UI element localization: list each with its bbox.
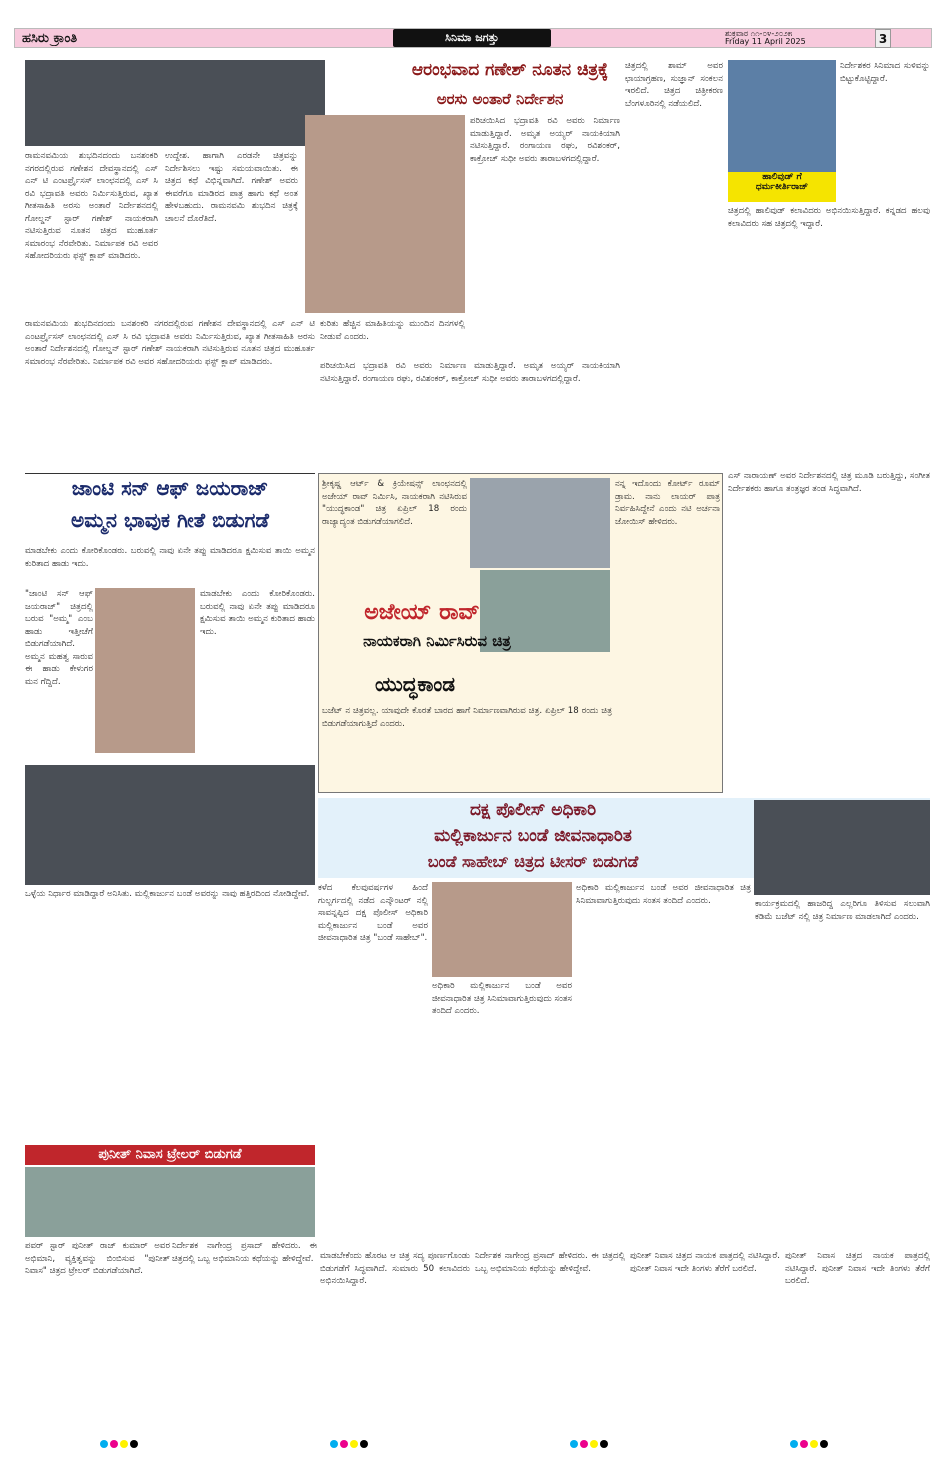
- story4-col2: ಅಧಿಕಾರಿ ಮಲ್ಲಿಕಾರ್ಜುನ ಬಂಡೆ ಅವರ ಜೀವನಾಧಾರಿತ ಚಿತ್ರ ಸಿನಿಮಾವಾಗುತ್ತಿರುವುದು ಸಂತಸ ತಂದಿದೆ ಎಂದರು.: [576, 883, 751, 906]
- story5-col3: ನಿರ್ದೇಶಕ ನಾಗೇಂದ್ರ ಪ್ರಸಾದ್ ಹೇಳಿದರು. ಈ ಚಿತ್ರದಲ್ಲಿ ಒಬ್ಬ ಅಭಿಮಾನಿಯ ಕಥೆಯನ್ನು ಹೇಳಿದ್ದೇವೆ.: [475, 1251, 625, 1274]
- story3-col1: ಶ್ರೀಕೃಷ್ಣ ಆರ್ಟ್ & ಕ್ರಿಯೇಷನ್ಸ್ ಲಾಂಛನದಲ್ಲಿ ಅಜೇಯ್ ರಾವ್ ನಿರ್ಮಿಸಿ, ನಾಯಕರಾಗಿ ನಟಿಸಿರುವ "ಯುದ್ಧಕಾಂಡ" ಚಿತ್ರ ಏಪ್ರಿಲ್ 18 ರಂದು ರಾಜ್ಯಾದ್ಯಂತ ಬಿಡುಗಡೆಯಾಗಲಿದೆ.: [322, 479, 467, 527]
- story5-col2: ಮಾಡಬೇಕೆಂದು ಹೊರಟ ಆ ಚಿತ್ರ ಸದ್ಯ ಪೂರ್ಣಗೊಂಡು ಬಿಡುಗಡೆಗೆ ಸಿದ್ಧವಾಗಿದೆ. ಸುಮಾರು 50 ಕಲಾವಿದರು ಅಭಿನಯಿಸಿದ್ದಾರೆ.: [320, 1251, 470, 1286]
- story1-col4: ಚಿತ್ರದಲ್ಲಿ ಶಾಮ್ ಅವರ ಛಾಯಾಗ್ರಹಣ, ಸುಜ್ಞಾನ್ ಸಂಕಲನ ಇರಲಿದೆ. ಚಿತ್ರದ ಚಿತ್ರೀಕರಣ ಬೆಂಗಳೂರಿನಲ್ಲಿ ನಡೆಯಲಿದೆ.: [625, 61, 723, 109]
- story5-col1b: ನಿರ್ದೇಶಕ ನಾಗೇಂದ್ರ ಪ್ರಸಾದ್ ಹೇಳಿದರು. ಈ ಚಿತ್ರದಲ್ಲಿ ಒಬ್ಬ ಅಭಿಮಾನಿಯ ಕಥೆಯನ್ನು ಹೇಳಿದ್ದೇವೆ.: [172, 1241, 317, 1264]
- date-english: Friday 11 April 2025: [725, 37, 806, 46]
- story1-continued-b: ಪರಿಚಯಿಸಿದ ಭದ್ರಾವತಿ ರವಿ ಅವರು ನಿರ್ಮಾಣ ಮಾಡುತ್ತಿದ್ದಾರೆ. ಅಮೃತ ಅಯ್ಯರ್ ನಾಯಕಿಯಾಗಿ ನಟಿಸುತ್ತಿದ್ದಾರೆ. ರಂಗಾಯಣ ರಘು, ರವಿಶಂಕರ್, ಕಾಕ್ರೋಚ್ ಸುಧೀ ಅವರು ತಾರಾಬಳಗದಲ್ಲಿದ್ದಾರೆ.: [320, 361, 620, 384]
- magenta-dot: [340, 1440, 348, 1448]
- story4-col3: ಒಳ್ಳೆಯ ನಿರ್ಧಾರ ಮಾಡಿದ್ದಾರೆ ಅನಿಸಿತು. ಮಲ್ಲಿಕಾರ್ಜುನ ಬಂಡೆ ಅವರನ್ನು ನಾವು ಹತ್ತಿರದಿಂದ ನೋಡಿದ್ದೇವೆ.: [25, 889, 310, 899]
- jaanti-team-photo: [25, 765, 315, 885]
- right-col-mid-text: ಚಿತ್ರದಲ್ಲಿ ಹಾಲಿವುಡ್ ಕಲಾವಿದರು ಅಭಿನಯಿಸುತ್ತಿದ್ದಾರೆ. ಕನ್ನಡದ ಹಲವು ಕಲಾವಿದರು ಸಹ ಚಿತ್ರದಲ್ಲಿ ಇದ್ದಾರೆ.: [728, 206, 930, 229]
- cyan-dot: [790, 1440, 798, 1448]
- story4-col2b: ಅಧಿಕಾರಿ ಮಲ್ಲಿಕಾರ್ಜುನ ಬಂಡೆ ಅವರ ಜೀವನಾಧಾರಿತ ಚಿತ್ರ ಸಿನಿಮಾವಾಗುತ್ತಿರುವುದು ಸಂತಸ ತಂದಿದೆ ಎಂದರು.: [432, 981, 572, 1016]
- yellow-dot: [810, 1440, 818, 1448]
- registration-marks-center-right: [570, 1440, 608, 1448]
- story4-headline-line2: ಮಲ್ಲಿಕಾರ್ಜುನ ಬಂಡೆ ಜೀವನಾಧಾರಿತ: [434, 826, 632, 846]
- story3-headline-line1: ಅಜೇಯ್ ರಾವ್: [364, 600, 480, 625]
- story3-col3: ನನ್ನ ಇದೊಂದು ಕೋರ್ಟ್ ರೂಮ್ ಡ್ರಾಮ. ನಾನು ಲಾಯರ್ ಪಾತ್ರ ನಿರ್ವಹಿಸಿದ್ದೇನೆ ಎಂದು ನಟಿ ಅರ್ಚನಾ ಜೋಯಿಸ್ ಹೇಳಿದರು.: [615, 479, 720, 527]
- story1-col3: ಪರಿಚಯಿಸಿದ ಭದ್ರಾವತಿ ರವಿ ಅವರು ನಿರ್ಮಾಣ ಮಾಡುತ್ತಿದ್ದಾರೆ. ಅಮೃತ ಅಯ್ಯರ್ ನಾಯಕಿಯಾಗಿ ನಟಿಸುತ್ತಿದ್ದಾರೆ. ರಂಗಾಯಣ ರಘು, ರವಿಶಂಕರ್, ಕಾಕ್ರೋಚ್ ಸುಧೀ ಅವರು ತಾರಾಬಳಗದಲ್ಲಿದ್ದಾರೆ.: [470, 116, 620, 164]
- bande-saheb-couple-photo: [432, 882, 572, 977]
- registration-marks-right: [790, 1440, 828, 1448]
- divider: [25, 473, 315, 474]
- ajay-rao-photo: [470, 478, 610, 568]
- registration-marks-left: [100, 1440, 138, 1448]
- story4-headline-line3: ಬಂಡೆ ಸಾಹೇಬ್ ಚಿತ್ರದ ಟೀಸರ್ ಬಿಡುಗಡೆ: [427, 852, 639, 871]
- story4-col4: ಕಾರ್ಯಕ್ರಮದಲ್ಲಿ ಹಾಜರಿದ್ದ ಎಲ್ಲರಿಗೂ ತಿಳಿಸುವ ಸಲುವಾಗಿ ಕಡಿಮೆ ಬಜೆಟ್ ನಲ್ಲಿ ಚಿತ್ರ ನಿರ್ಮಾಣ ಮಾಡಲಾಗಿದೆ ಎಂದರು.: [755, 899, 930, 922]
- page-number: 3: [875, 29, 891, 48]
- right-col-top-text: ನಿರ್ದೇಶಕರ ಸಿನಿಮಾದ ಸುಳಿವನ್ನು ಬಿಟ್ಟುಕೊಟ್ಟಿದ್ದಾರೆ.: [840, 61, 930, 84]
- yellow-dot: [350, 1440, 358, 1448]
- story4-col1: ಕಳೆದ ಕೆಲವುವರ್ಷಗಳ ಹಿಂದೆ ಗುಲ್ಬರ್ಗದಲ್ಲಿ ನಡೆದ ಎನ್ಕೌಂಟರ್ ನಲ್ಲಿ ಸಾವನ್ನಪ್ಪಿದ ದಕ್ಷ ಪೊಲೀಸ್ ಅಧಿಕಾರಿ ಮಲ್ಲಿಕಾರ್ಜುನ ಬಂಡೆ ಅವರ ಜೀವನಾಧಾರಿತ ಚಿತ್ರ "ಬಂಡೆ ಸಾಹೇಬ್".: [318, 883, 428, 943]
- date-kannada: ಶುಕ್ರವಾರ ೧೧-೦೪-೨೦೨೫: [725, 30, 793, 38]
- bande-saheb-poster-photo: [754, 800, 930, 895]
- badge-line1: ಹಾಲಿವುಡ್ ಗೆ: [762, 172, 802, 182]
- story5-col1: ಪವರ್ ಸ್ಟಾರ್ ಪುನೀತ್ ರಾಜ್ ಕುಮಾರ್ ಅವರ ಅಭಿಮಾನಿ, ವ್ಯಕ್ತಿತ್ವವನ್ನು ಬಿಂಬಿಸುವ "ಪುನೀತ್ ನಿವಾಸ" ಚಿತ್ರದ ಟ್ರೇಲರ್ ಬಿಡುಗಡೆಯಾಗಿದೆ.: [25, 1241, 170, 1276]
- story4-headline-line1: ದಕ್ಷ ಪೊಲೀಸ್ ಅಧಿಕಾರಿ: [469, 800, 597, 820]
- section-title: ಸಿನಿಮಾ ಜಗತ್ತು: [393, 29, 551, 47]
- story1-col4b: ಕುರಿತು ಹೆಚ್ಚಿನ ಮಾಹಿತಿಯನ್ನು ಮುಂದಿನ ದಿನಗಳಲ್ಲಿ ನೀಡುವೆ ಎಂದರು.: [320, 319, 465, 342]
- black-dot: [820, 1440, 828, 1448]
- paper-name: ಹಸಿರು ಕ್ರಾಂತಿ: [22, 31, 78, 46]
- story5-col4b: ಪುನೀತ್ ನಿವಾಸ ಚಿತ್ರದ ನಾಯಕ ಪಾತ್ರದಲ್ಲಿ ನಟಿಸಿದ್ದಾರೆ. ಪುನೀತ್ ನಿವಾಸ ಇದೇ ತಿಂಗಳು ತೆರೆಗೆ ಬರಲಿದೆ.: [785, 1251, 930, 1286]
- story2-col2: ಮಾಡಬೇಕು ಎಂದು ಕೋರಿಕೊಂಡರು. ಬರುವಲ್ಲಿ ನಾವು ಏನೇ ತಪ್ಪು ಮಾಡಿದರೂ ಕ್ಷಮಿಸುವ ತಾಯಿ ಅಮ್ಮನ ಕುರಿತಾದ ಹಾಡು ಇದು.: [200, 589, 315, 637]
- puneeth-nivasa-team-photo: [25, 1167, 315, 1237]
- story1-headline-line2: ಅರಸು ಅಂತಾರೆ ನಿರ್ದೇಶನ: [436, 90, 564, 108]
- right-col-bottom-text: ಎಸ್ ನಾರಾಯಣ್ ಅವರ ನಿರ್ದೇಶನದಲ್ಲಿ ಚಿತ್ರ ಮೂಡಿ ಬರುತ್ತಿದ್ದು, ಸಂಗೀತ ನಿರ್ದೇಶಕರು ಹಾಗೂ ತಂತ್ರಜ್ಞರ ತಂಡ ಸಿದ್ಧವಾಗಿದೆ.: [728, 471, 930, 494]
- story1-col1: ರಾಮನವಮಿಯ ಶುಭದಿನದಂದು ಬನಶಂಕರಿ ನಗರದಲ್ಲಿರುವ ಗಣೇಶನ ದೇವಸ್ಥಾನದಲ್ಲಿ ಎಸ್ ಎನ್ ಟಿ ಎಂಟರ್ಪ್ರೈಸಸ್ ಲಾಂಛನದಲ್ಲಿ ಎಸ್ ಸಿ ರವಿ ಭದ್ರಾವತಿ ಅವರು ನಿರ್ಮಿಸುತ್ತಿರುವ, ಖ್ಯಾತ ಗೀತಸಾಹಿತಿ ಅರಸು ಅಂತಾರೆ ನಿರ್ದೇಶನದಲ್ಲಿ ಗೋಲ್ಡನ್ ಸ್ಟಾರ್ ಗಣೇಶ್ ನಾಯಕರಾಗಿ ನಟಿಸುತ್ತಿರುವ ನೂತನ ಚಿತ್ರದ ಮುಹೂರ್ತ ಸಮಾರಂಭ ನೆರವೇರಿತು. ನಿರ್ಮಾಪಕ ರವಿ ಅವರ ಸಹೋದರಿಯರು ಫಸ್ಟ್ ಕ್ಲಾಪ್ ಮಾಡಿದರು.: [25, 151, 158, 261]
- magenta-dot: [110, 1440, 118, 1448]
- yellow-dot: [590, 1440, 598, 1448]
- black-dot: [360, 1440, 368, 1448]
- black-dot: [600, 1440, 608, 1448]
- hollywood-badge: [728, 172, 836, 202]
- story1-continued: ರಾಮನವಮಿಯ ಶುಭದಿನದಂದು ಬನಶಂಕರಿ ನಗರದಲ್ಲಿರುವ ಗಣೇಶನ ದೇವಸ್ಥಾನದಲ್ಲಿ ಎಸ್ ಎನ್ ಟಿ ಎಂಟರ್ಪ್ರೈಸಸ್ ಲಾಂಛನದಲ್ಲಿ ಎಸ್ ಸಿ ರವಿ ಭದ್ರಾವತಿ ಅವರು ನಿರ್ಮಿಸುತ್ತಿರುವ, ಖ್ಯಾತ ಗೀತಸಾಹಿತಿ ಅರಸು ಅಂತಾರೆ ನಿರ್ದೇಶನದಲ್ಲಿ ಗೋಲ್ಡನ್ ಸ್ಟಾರ್ ಗಣೇಶ್ ನಾಯಕರಾಗಿ ನಟಿಸುತ್ತಿರುವ ನೂತನ ಚಿತ್ರದ ಮುಹೂರ್ತ ಸಮಾರಂಭ ನೆರವೇರಿತು. ನಿರ್ಮಾಪಕ ರವಿ ಅವರ ಸಹೋದರಿಯರು ಫಸ್ಟ್ ಕ್ಲಾಪ್ ಮಾಡಿದರು.: [25, 319, 315, 367]
- magenta-dot: [800, 1440, 808, 1448]
- launch-group-photo: [25, 60, 325, 146]
- story1-col2: ಉದ್ದೇಶ. ಹಾಗಾಗಿ ಎರಡನೇ ಚಿತ್ರವನ್ನು ನಿರ್ದೇಶಿಸಲು ಇಷ್ಟು ಸಮಯವಾಯಿತು. ಈ ಚಿತ್ರದ ಕಥೆ ವಿಭಿನ್ನವಾಗಿದೆ. ಗಣೇಶ್ ಅವರು ಈವರೆಗೂ ಮಾಡಿರದ ಪಾತ್ರ ಹಾಗು ಕಥೆ ಅಂತ ಹೇಳಬಹುದು. ರಾಮನವಮಿ ಶುಭದಿನ ಚಿತ್ರಕ್ಕೆ ಚಾಲನೆ ದೊರೆತಿದೆ.: [165, 151, 298, 224]
- registration-marks-center: [330, 1440, 368, 1448]
- story2-headline-line2: ಅಮ್ಮನ ಭಾವುಕ ಗೀತೆ ಬಿಡುಗಡೆ: [71, 508, 269, 532]
- story3-headline-line2: ನಾಯಕರಾಗಿ ನಿರ್ಮಿಸಿರುವ ಚಿತ್ರ: [363, 632, 511, 650]
- cyan-dot: [570, 1440, 578, 1448]
- ganesh-amritha-photo: [305, 115, 465, 313]
- cyan-dot: [100, 1440, 108, 1448]
- cyan-dot: [330, 1440, 338, 1448]
- story5-headline: ಪುನೀತ್ ನಿವಾಸ ಟ್ರೇಲರ್ ಬಿಡುಗಡೆ: [25, 1145, 315, 1165]
- story5-col4: ಪುನೀತ್ ನಿವಾಸ ಚಿತ್ರದ ನಾಯಕ ಪಾತ್ರದಲ್ಲಿ ನಟಿಸಿದ್ದಾರೆ. ಪುನೀತ್ ನಿವಾಸ ಇದೇ ತಿಂಗಳು ತೆರೆಗೆ ಬರಲಿದೆ.: [630, 1251, 780, 1274]
- actress-saree-photo: [95, 588, 195, 753]
- story2-headline-line1: ಜಾಂಟಿ ಸನ್ ಆಫ್ ಜಯರಾಜ್: [71, 476, 269, 500]
- yellow-dot: [120, 1440, 128, 1448]
- story1-headline-line1: ಆರಂಭವಾದ ಗಣೇಶ್ ನೂತನ ಚಿತ್ರಕ್ಕೆ: [411, 60, 609, 80]
- story3-col2: ಬಜೆಟ್ ನ ಚಿತ್ರವಲ್ಲ. ಯಾವುದೇ ಕೊರತೆ ಬಾರದ ಹಾಗೆ ನಿರ್ಮಾಣವಾಗಿರುವ ಚಿತ್ರ. ಏಪ್ರಿಲ್ 18 ರಂದು ಚಿತ್ರ ಬಿಡುಗಡೆಯಾಗುತ್ತಿದೆ ಎಂದರು.: [322, 706, 612, 729]
- magenta-dot: [580, 1440, 588, 1448]
- story3-headline-line3: ಯುದ್ಧಕಾಂಡ: [375, 672, 455, 696]
- story2-body: ಮಾಡಬೇಕು ಎಂದು ಕೋರಿಕೊಂಡರು. ಬರುವಲ್ಲಿ ನಾವು ಏನೇ ತಪ್ಪು ಮಾಡಿದರೂ ಕ್ಷಮಿಸುವ ತಾಯಿ ಅಮ್ಮನ ಕುರಿತಾದ ಹಾಡು ಇದು.: [25, 546, 315, 569]
- masthead-date: [725, 30, 875, 47]
- badge-line2: ಧರ್ಮಕೀರ್ತಿರಾಜ್: [755, 182, 809, 192]
- story2-col1: "ಜಾಂಟಿ ಸನ್ ಆಫ್ ಜಯರಾಜ್" ಚಿತ್ರದಲ್ಲಿ ಬರುವ "ಅಮ್ಮ" ಎಂಬ ಹಾಡು ಇತ್ತೀಚೆಗೆ ಬಿಡುಗಡೆಯಾಗಿದೆ. ಅಮ್ಮನ ಮಹತ್ವ ಸಾರುವ ಈ ಹಾಡು ಕೇಳುಗರ ಮನ ಗೆದ್ದಿದೆ.: [25, 589, 93, 687]
- black-dot: [130, 1440, 138, 1448]
